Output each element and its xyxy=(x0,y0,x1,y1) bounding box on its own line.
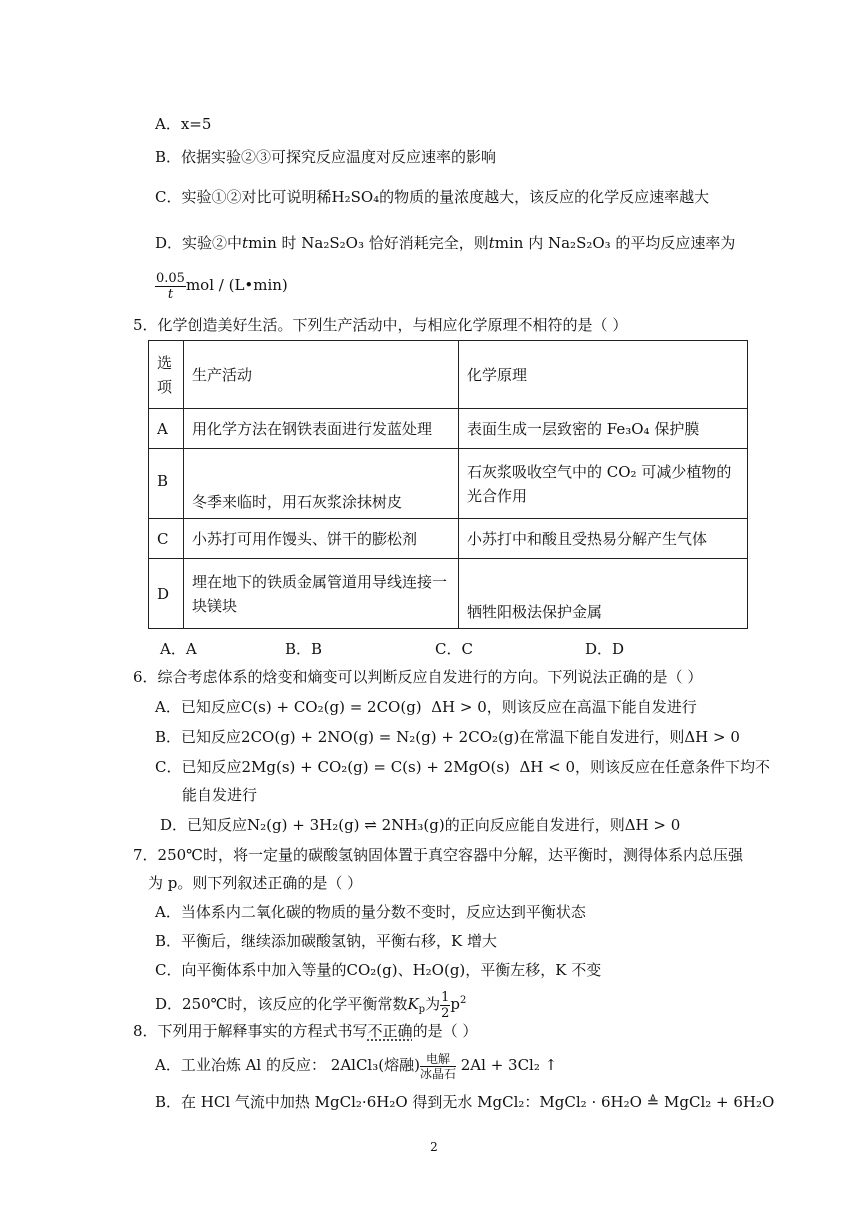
q8-arrow-top: 电解 xyxy=(420,1052,456,1067)
q4-option-c-post: 的物质的量浓度越大，该反应的化学反应速率越大 xyxy=(379,188,710,206)
q4-option-d-t2: t xyxy=(488,234,495,252)
q7-option-c-post: ，平衡左移，K 不变 xyxy=(465,961,602,979)
q7-kp-symbol: K xyxy=(407,995,419,1013)
q6-option-a xyxy=(155,696,697,718)
q4-option-d-rate xyxy=(155,268,288,302)
q5-answer-c: C．C xyxy=(435,640,473,658)
q8-option-b-equation: MgCl₂ · 6H₂O ≜ MgCl₂ + 6H₂O xyxy=(539,1093,775,1111)
q6-option-b-pre: B．已知反应 xyxy=(155,728,242,746)
row-activity: 用化学方法在钢铁表面进行发蓝处理 xyxy=(184,409,459,449)
table-row xyxy=(149,409,748,449)
row-activity: 埋在地下的铁质金属管道用导线连接一块镁块 xyxy=(184,559,459,629)
row-principle: 牺牲阳极法保护金属 xyxy=(459,559,748,629)
rate-unit: mol / (L•min) xyxy=(185,276,288,294)
q4-option-c xyxy=(155,186,709,208)
q7-p-power: 2 xyxy=(459,995,467,1006)
rate-fraction xyxy=(155,271,186,302)
q6-option-d-pre: D．已知反应 xyxy=(160,816,248,834)
page-number: 2 xyxy=(430,1140,438,1154)
q8-stem-pre: 8．下列用于解释事实的方程式书写 xyxy=(133,1022,368,1040)
rate-fraction-denominator: t xyxy=(167,286,174,302)
q4-option-c-pre: C．实验①②对比可说明稀 xyxy=(155,188,332,206)
q6-option-d-equation: N₂(g) + 3H₂(g) ⇌ 2NH₃(g) xyxy=(247,816,445,834)
q8-stem xyxy=(133,1020,477,1042)
q6-option-a-equation: C(s) + CO₂(g) = 2CO(g) xyxy=(240,698,422,716)
row-option: B xyxy=(149,449,184,519)
q8-option-a-products: 2Al + 3Cl₂ ↑ xyxy=(460,1056,558,1074)
table-row xyxy=(149,519,748,559)
q6-option-b xyxy=(155,726,740,748)
q8-option-a-pre: A．工业冶炼 Al 的反应： xyxy=(155,1056,326,1074)
header-principle: 化学原理 xyxy=(459,341,748,409)
q8-arrow-bottom: 冰晶石 xyxy=(419,1066,456,1081)
q7-option-c-pre: C．向平衡体系中加入等量的 xyxy=(155,961,347,979)
q6-option-d xyxy=(160,814,680,836)
q6-option-c-equation: 2Mg(s) + CO₂(g) = C(s) + 2MgO(s) xyxy=(241,758,510,776)
q6-stem: 6．综合考虑体系的焓变和熵变可以判断反应自发进行的方向。下列说法正确的是（ ） xyxy=(133,668,703,686)
q6-option-a-post: ，则该反应在高温下能自发进行 xyxy=(486,698,697,716)
row-principle: 小苏打中和酸且受热易分解产生气体 xyxy=(459,519,748,559)
q4-option-a: A．x=5 xyxy=(155,115,212,133)
q7-p-symbol: p xyxy=(450,995,460,1013)
q7-option-d-mid: 为 xyxy=(425,995,441,1013)
q6-option-c-pre: C．已知反应 xyxy=(155,758,242,776)
q7-option-c-equation: CO₂(g)、H₂O(g) xyxy=(346,961,466,979)
table-header-row xyxy=(149,341,748,409)
q6-option-a-pre: A．已知反应 xyxy=(155,698,241,716)
row-option: C xyxy=(149,519,184,559)
q7-fraction-numerator: 1 xyxy=(441,989,450,1005)
q8-option-b-pre: B．在 HCl 气流中加热 MgCl₂·6H₂O 得到无水 MgCl₂： xyxy=(155,1093,540,1111)
q6-option-c-continued: 能自发进行 xyxy=(182,786,258,804)
row-principle: 表面生成一层致密的 Fe₃O₄ 保护膜 xyxy=(459,409,748,449)
header-activity: 生产活动 xyxy=(184,341,459,409)
q6-option-a-condition: ΔH > 0 xyxy=(431,698,487,716)
rate-fraction-numerator: 0.05 xyxy=(156,270,185,286)
q7-option-a: A．当体系内二氧化碳的物质的量分数不变时，反应达到平衡状态 xyxy=(155,903,586,921)
q4-option-d xyxy=(155,232,735,254)
q5-table xyxy=(148,340,748,629)
q5-stem: 5．化学创造美好生活。下列生产活动中，与相应化学原理不相符的是（ ） xyxy=(133,316,628,334)
q8-option-b xyxy=(155,1091,774,1113)
q4-option-c-formula: H₂SO₄ xyxy=(331,188,380,206)
q7-option-b: B．平衡后，继续添加碳酸氢钠，平衡右移，K 增大 xyxy=(155,932,497,950)
q5-answer-a: A．A xyxy=(160,640,197,658)
row-principle: 石灰浆吸收空气中的 CO₂ 可减少植物的光合作用 xyxy=(459,449,748,519)
row-option: D xyxy=(149,559,184,629)
q8-reaction-arrow xyxy=(420,1052,456,1081)
q8-stem-emphasis: 不正确 xyxy=(367,1022,413,1040)
q7-kp-subscript: p xyxy=(418,1004,426,1015)
q4-option-d-mid2: min 内 Na₂S₂O₃ 的平均反应速率为 xyxy=(494,234,736,252)
header-option: 选项 xyxy=(149,341,184,409)
q8-stem-post: 的是（ ） xyxy=(412,1022,478,1040)
q6-option-d-condition: ΔH > 0 xyxy=(624,816,681,834)
q6-option-b-post: 在常温下能自发进行，则 xyxy=(519,728,685,746)
row-activity: 冬季来临时，用石灰浆涂抹树皮 xyxy=(184,449,459,519)
q6-option-c-condition: ΔH < 0 xyxy=(519,758,575,776)
row-option: A xyxy=(149,409,184,449)
q7-stem-line2: 为 p。则下列叙述正确的是（ ） xyxy=(148,874,363,892)
q7-stem-line1: 7．250℃时，将一定量的碳酸氢钠固体置于真空容器中分解，达平衡时，测得体系内总压强 xyxy=(133,846,743,864)
q8-option-a-reactants: 2AlCl₃(熔融) xyxy=(330,1056,420,1074)
q5-answer-d: D．D xyxy=(585,640,625,658)
q4-option-d-mid1: min 时 Na₂S₂O₃ 恰好消耗完全，则 xyxy=(248,234,489,252)
q6-option-d-post: 的正向反应能自发进行，则 xyxy=(444,816,625,834)
q6-option-b-equation: 2CO(g) + 2NO(g) = N₂(g) + 2CO₂(g) xyxy=(241,728,520,746)
q4-option-d-pre: D．实验②中 xyxy=(155,234,243,252)
row-activity: 小苏打可用作馒头、饼干的膨松剂 xyxy=(184,519,459,559)
q7-fraction xyxy=(440,990,450,1021)
q7-fraction-denominator: 2 xyxy=(441,1005,450,1021)
q4-option-b: B．依据实验②③可探究反应温度对反应速率的影响 xyxy=(155,148,497,166)
q5-answer-b: B．B xyxy=(285,640,323,658)
table-row xyxy=(149,559,748,629)
q6-option-c-post: ，则该反应在任意条件下均不 xyxy=(575,758,771,776)
q8-option-a xyxy=(155,1048,557,1082)
q4-option-d-t: t xyxy=(242,234,249,252)
q7-option-c xyxy=(155,959,601,981)
q7-option-d-pre: D．250℃时，该反应的化学平衡常数 xyxy=(155,995,408,1013)
q6-option-c xyxy=(155,756,770,778)
table-row xyxy=(149,449,748,519)
q6-option-b-condition: ΔH > 0 xyxy=(684,728,740,746)
